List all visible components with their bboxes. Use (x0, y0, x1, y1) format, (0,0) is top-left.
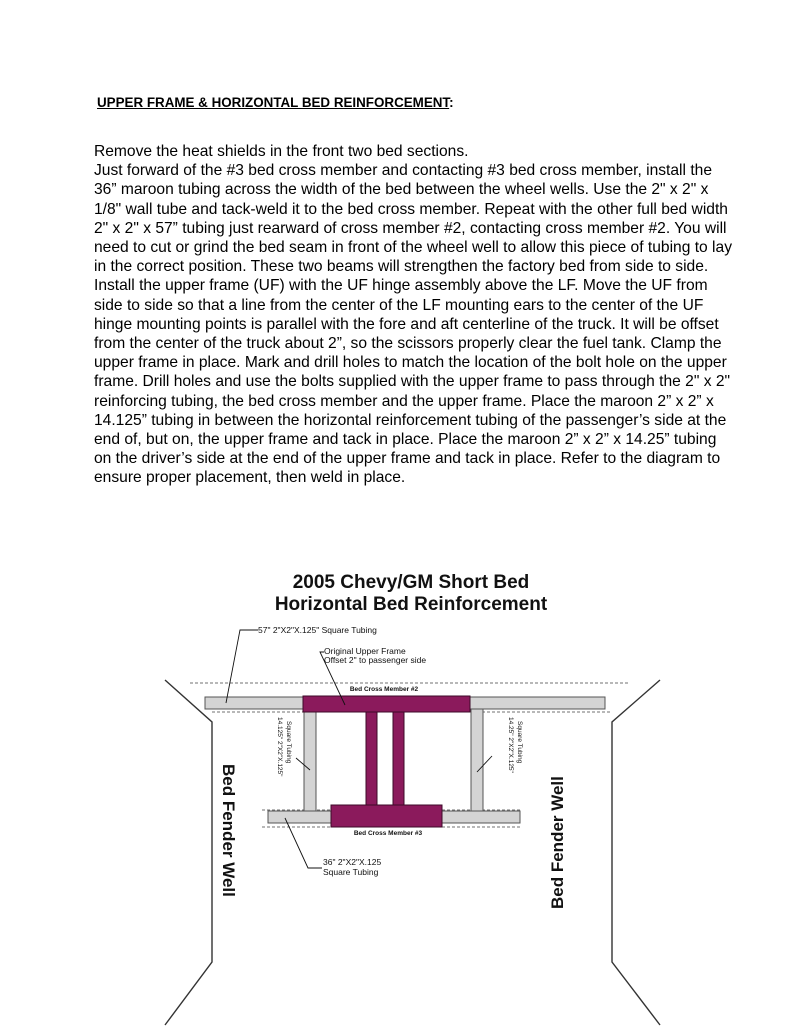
label-left-tube-line-2: Square Tubing (285, 721, 292, 764)
upper-frame-rail-right (393, 712, 404, 805)
diagram-title-line-2: Horizontal Bed Reinforcement (274, 594, 548, 615)
left-fender-well-outline (165, 680, 212, 1025)
instructions-body (94, 142, 734, 488)
label-bed-cross-member-2: Bed Cross Member #2 (349, 686, 419, 693)
label-right-tube-group (507, 717, 523, 774)
label-57-tubing: 57" 2"X2"X.125" Square Tubing (258, 625, 377, 635)
diagram-title-line-1: 2005 Chevy/GM Short Bed (292, 572, 530, 593)
label-36-tubing-line-1: 36" 2"X2"X.125 (323, 857, 382, 867)
right-fender-well-outline (612, 680, 660, 1025)
leader-36-tubing (285, 818, 322, 868)
label-right-tube-line-1: 14.25" 2"X2"X.125" (507, 717, 514, 773)
label-left-fender-well: Bed Fender Well (219, 764, 238, 897)
instruction-paragraph-2: Just forward of the #3 bed cross member and contacting #3 bed cross member, install the 36” maroon tubing across the width of the bed between the wheel wells. Use the 2" x 2" x 1/8" wall tube and tack-weld it to the bed cross member. Repeat with the other full bed width 2" x 2" x 57” tubing just rearward of cross member #2, contacting cross member #2. You will need to cut or grind the bed seam in front of the wheel well to allow this piece of tubing to lay in the correct position. These two beams will strengthen the factory bed from side to side. Install the upper frame (UF) with the UF hinge assembly above the LF. Move the UF from side to side so that a line from the center of the LF mounting ears to the center of the UF hinge mounting points is parallel with the fore and aft centerline of the truck. It will be offset from the center of the truck about 2”, so the scissors properly clear the fuel tank. Clamp the upper frame in place. Mark and drill holes to match the location of the bolt hole on the upper frame. Drill holes and use the bolts supplied with the upper frame to pass through the 2" x 2" reinforcing tubing, the bed cross member and the upper frame. Place the maroon 2” x 2” x 14.125” tubing in between the horizontal reinforcement tubing of the passenger’s side at the end of, but on, the upper frame and tack in place. Place the maroon 2” x 2” x 14.25” tubing on the driver’s side at the end of the upper frame and tack in place. Refer to the diagram to ensure proper placement, then weld in place. (94, 162, 732, 487)
tube-14-125-left (304, 709, 316, 811)
label-left-tube-line-1: 14.125" 2"X2"X.125" (276, 717, 283, 777)
label-right-tube-line-2: Square Tubing (516, 721, 523, 764)
label-left-tube-group (276, 717, 292, 777)
bed-reinforcement-diagram (0, 560, 800, 1035)
upper-frame-bottom-bar (331, 805, 442, 827)
label-upper-frame-line-2: Offset 2" to passenger side (324, 655, 427, 665)
heading-colon: : (449, 95, 454, 110)
section-heading-text: UPPER FRAME & HORIZONTAL BED REINFORCEMENT (97, 95, 450, 110)
instruction-paragraph-1: Remove the heat shields in the front two bed sections. (94, 143, 469, 160)
label-right-fender-well: Bed Fender Well (548, 776, 567, 909)
label-36-tubing-line-2: Square Tubing (323, 867, 379, 877)
label-bed-cross-member-3: Bed Cross Member #3 (353, 830, 423, 837)
tube-14-25-right (471, 709, 483, 811)
upper-frame-top-bar (303, 696, 470, 712)
leader-57-tubing (226, 630, 258, 703)
section-heading (97, 95, 454, 110)
upper-frame-rail-left (366, 712, 377, 805)
label-upper-frame-line-1: Original Upper Frame (324, 646, 406, 656)
